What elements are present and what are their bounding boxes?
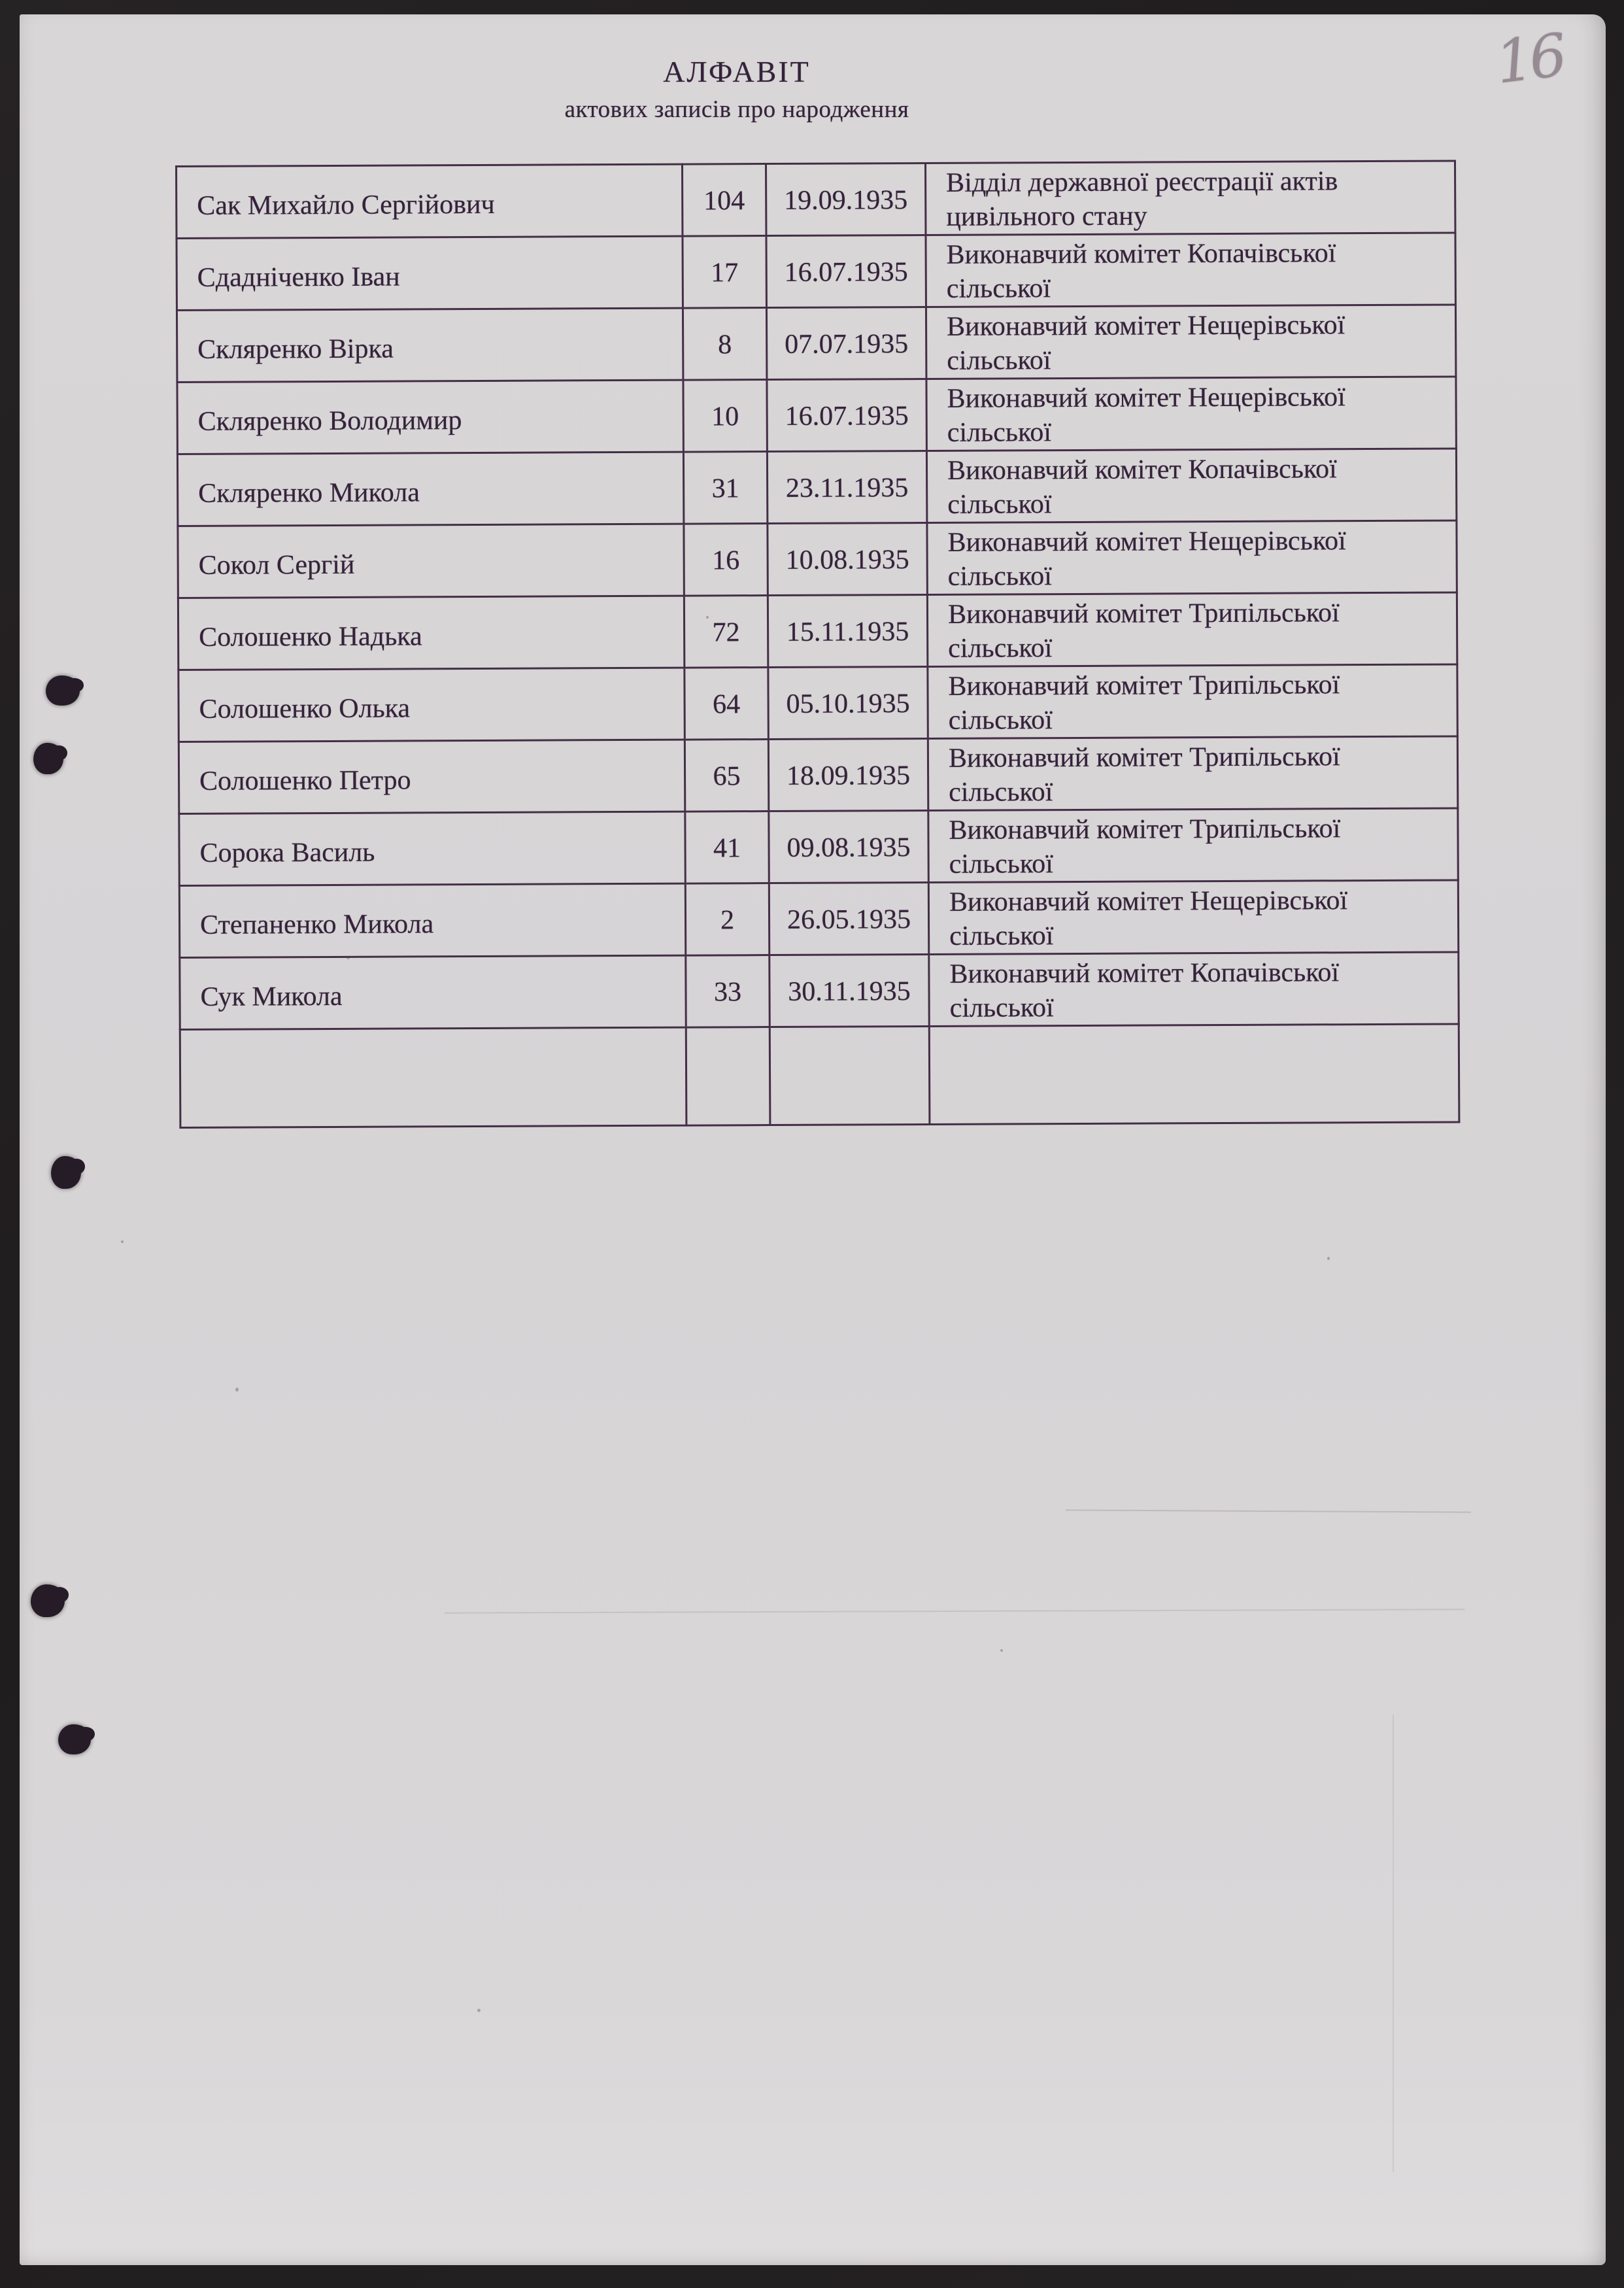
record-name: Солошенко Надька (178, 596, 684, 670)
ink-blot (31, 1584, 65, 1617)
handwritten-page-number: 16 (1491, 21, 1567, 97)
table-row (178, 521, 1457, 598)
crease-mark (445, 1609, 1464, 1613)
table-row (178, 592, 1457, 670)
document-header (20, 55, 1454, 124)
dust-speck (477, 2009, 481, 2012)
ink-blot (58, 1724, 91, 1754)
table-row (177, 449, 1456, 526)
dust-speck (706, 616, 709, 619)
table-row (179, 808, 1458, 886)
dust-speck (1000, 1649, 1003, 1652)
table-row (177, 305, 1455, 383)
record-name: Сак Михайло Сергійович (177, 164, 683, 238)
dust-speck (235, 1388, 239, 1392)
record-office: Виконавчий комітет Трипільської сільської (927, 592, 1457, 667)
record-name: Сдадніченко Іван (177, 236, 683, 310)
table-row (177, 233, 1455, 311)
record-office: Виконавчий комітет Трипільської сільської (928, 808, 1458, 883)
record-office: Виконавчий комітет Нещерівської сільської (928, 880, 1458, 955)
table-row (178, 664, 1457, 742)
record-number: 64 (685, 668, 768, 740)
record-name (180, 1027, 686, 1127)
dust-speck (1327, 1257, 1330, 1260)
record-date: 26.05.1935 (769, 882, 928, 955)
record-name: Сокол Сергій (178, 524, 684, 598)
crease-mark (1393, 1715, 1394, 2172)
document-title: АЛФАВІТ (663, 55, 811, 88)
record-number: 65 (685, 740, 768, 812)
record-name: Сорока Василь (179, 811, 685, 885)
crease-mark (1066, 1509, 1471, 1512)
record-number (686, 1027, 770, 1126)
record-number: 104 (682, 164, 766, 237)
record-name: Скляренко Вірка (177, 308, 683, 382)
record-date: 23.11.1935 (767, 451, 926, 523)
ink-blot (51, 1156, 81, 1189)
record-number: 17 (683, 236, 766, 309)
record-name: Солошенко Петро (178, 740, 685, 813)
record-office: Відділ державної реєстрації актів цивільного стану (925, 161, 1455, 235)
record-name: Солошенко Олька (178, 668, 685, 742)
record-number: 2 (685, 883, 769, 956)
record-date: 10.08.1935 (768, 522, 927, 595)
record-office: Виконавчий комітет Нещерівської сільської (926, 305, 1455, 379)
record-number: 33 (686, 955, 770, 1028)
record-number: 31 (683, 452, 767, 524)
record-date: 16.07.1935 (767, 379, 926, 451)
record-date: 30.11.1935 (770, 954, 929, 1027)
document-subtitle: актових записів про народження (564, 95, 909, 123)
record-date: 07.07.1935 (766, 307, 926, 379)
record-office (929, 1024, 1459, 1125)
records-table-body (177, 161, 1459, 1128)
record-name: Степаненко Микола (179, 883, 685, 957)
table-row (179, 880, 1458, 958)
record-name: Сук Микола (180, 955, 686, 1029)
record-office: Виконавчий комітет Трипільської сільської (928, 664, 1457, 739)
record-date: 18.09.1935 (768, 738, 928, 811)
records-table (175, 160, 1460, 1129)
record-number: 8 (683, 308, 766, 381)
record-number: 72 (684, 596, 768, 668)
record-date: 05.10.1935 (768, 666, 928, 739)
record-number: 16 (684, 524, 768, 596)
record-office: Виконавчий комітет Копачівської сільської (926, 449, 1456, 523)
record-name: Скляренко Володимир (177, 380, 683, 454)
table-row (177, 161, 1455, 239)
record-number: 41 (685, 811, 769, 884)
table-row (180, 1024, 1459, 1128)
record-date: 15.11.1935 (768, 594, 927, 667)
record-office: Виконавчий комітет Трипільської сільської (928, 736, 1457, 811)
record-name: Скляренко Микола (177, 452, 683, 526)
ink-blot (46, 675, 80, 706)
record-number: 10 (683, 380, 767, 452)
record-date: 16.07.1935 (766, 235, 926, 307)
record-date: 09.08.1935 (769, 810, 928, 883)
dust-speck (347, 956, 350, 959)
scanned-page (20, 14, 1606, 2265)
record-office: Виконавчий комітет Копачівської сільської (929, 952, 1459, 1027)
record-office: Виконавчий комітет Нещерівської сільської (927, 521, 1457, 595)
record-office: Виконавчий комітет Копачівської сільської (926, 233, 1455, 307)
record-office: Виконавчий комітет Нещерівської сільської (926, 377, 1456, 451)
record-date (770, 1026, 930, 1125)
ink-blot (33, 743, 63, 774)
table-row (177, 377, 1456, 454)
dust-speck (121, 1240, 124, 1243)
record-date: 19.09.1935 (766, 163, 925, 235)
table-row (180, 952, 1459, 1030)
table-row (178, 736, 1457, 814)
